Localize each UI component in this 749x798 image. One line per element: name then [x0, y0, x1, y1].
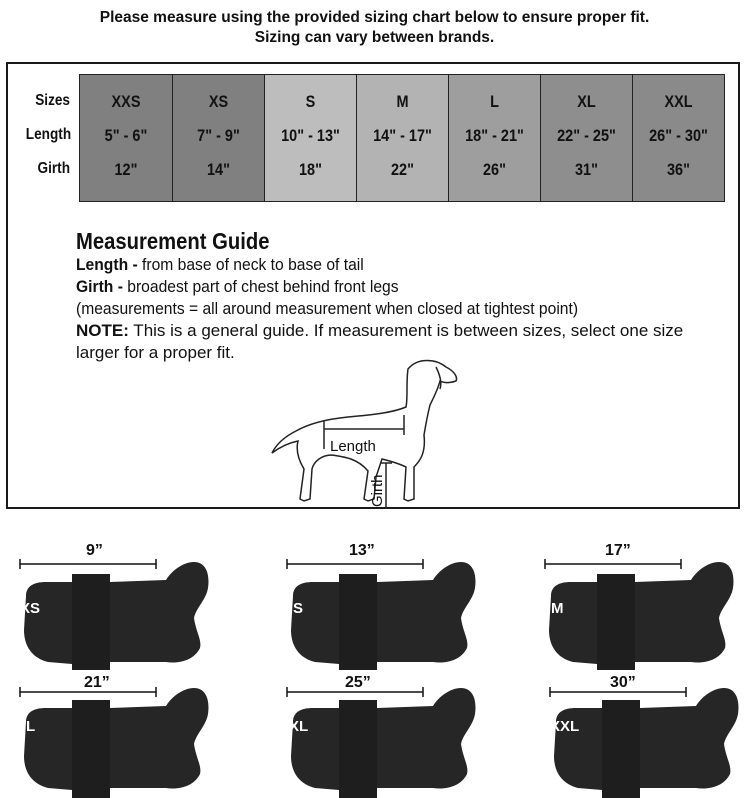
coat-silhouette-icon: [18, 540, 218, 670]
size-column-s: [264, 75, 356, 201]
size-cell: XL: [577, 92, 596, 111]
size-column-xxl: [632, 75, 724, 201]
coat-measure-label: 30”: [610, 674, 636, 691]
coat-body: [554, 688, 738, 798]
girth-term: Girth -: [76, 277, 123, 296]
note-text: This is a general guide. If measurement is between sizes, select one size larger for a proper fit.: [76, 321, 684, 362]
length-term: Length -: [76, 255, 138, 274]
coat-m: [543, 536, 743, 666]
coat-strap: [339, 574, 377, 670]
coat-silhouette-icon: [18, 668, 218, 798]
coat-size-label: S: [293, 600, 304, 617]
coat-l: [18, 668, 218, 798]
coat-measure-label: 17”: [605, 542, 631, 559]
length-cell: 10" - 13": [281, 126, 340, 145]
girth-cell: 18": [299, 160, 322, 179]
intro-line-1: Please measure using the provided sizing chart below to ensure proper fit.: [99, 9, 650, 26]
size-column-m: [356, 75, 448, 201]
coat-strap: [602, 700, 640, 798]
length-cell: 14" - 17": [373, 126, 432, 145]
size-cell: XXS: [111, 92, 141, 111]
coat-strap: [72, 574, 110, 670]
coat-strap: [72, 700, 110, 798]
dog-diagram: [258, 349, 478, 509]
measurement-guide: [76, 228, 696, 364]
girth-cell: 36": [667, 160, 690, 179]
girth-cell: 14": [207, 160, 230, 179]
coat-size-label: XS: [20, 600, 41, 617]
guide-measure-note: (measurements = all around measurement when closed at tightest point): [76, 299, 579, 318]
length-diagram-label: Length: [330, 438, 376, 455]
coat-strap: [597, 574, 635, 670]
size-column-xs: [172, 75, 264, 201]
coat-size-label: XXL: [550, 718, 580, 735]
girth-cell: 22": [391, 160, 414, 179]
coat-body: [24, 688, 208, 798]
coat-s: [285, 536, 485, 666]
girth-diagram-label: Girth: [369, 474, 386, 507]
length-cell: 18" - 21": [465, 126, 524, 145]
coat-xs: [18, 536, 218, 666]
size-cell: L: [490, 92, 499, 111]
guide-girth-line: [76, 276, 646, 298]
coat-silhouette-icon: [543, 540, 743, 670]
size-cell: XXL: [664, 92, 693, 111]
girth-definition: broadest part of chest behind front legs: [122, 277, 399, 296]
coat-body: [24, 562, 208, 670]
length-cell: 7" - 9": [197, 126, 240, 145]
row-label-sizes: Sizes: [35, 92, 70, 109]
coat-silhouette-icon: [285, 668, 485, 798]
size-cell: M: [396, 92, 409, 111]
coat-xl: [285, 668, 485, 798]
coat-size-label: L: [26, 718, 36, 735]
coat-measure-label: 25”: [345, 674, 371, 691]
coat-size-gallery: [0, 520, 749, 797]
size-table: [79, 74, 725, 202]
note-term: NOTE:: [76, 321, 129, 340]
coat-body: [549, 562, 733, 670]
guide-length-line: [76, 254, 646, 276]
size-cell: XS: [208, 92, 229, 111]
coat-measure-label: 13”: [349, 542, 375, 559]
coat-measure-label: 21”: [84, 674, 110, 691]
coat-silhouette-icon: [285, 540, 485, 670]
row-label-girth: Girth: [37, 160, 70, 177]
length-definition: from base of neck to base of tail: [137, 255, 364, 274]
girth-cell: 31": [575, 160, 598, 179]
length-cell: 22" - 25": [557, 126, 616, 145]
dog-outline-icon: [272, 361, 457, 502]
coat-body: [291, 562, 475, 670]
row-label-length: Length: [25, 126, 72, 143]
row-labels: [18, 84, 70, 186]
size-column-l: [448, 75, 540, 201]
intro-text: [0, 8, 749, 48]
coat-strap: [339, 700, 377, 798]
size-column-xxs: [80, 75, 172, 201]
coat-size-label: M: [551, 600, 564, 617]
length-cell: 5" - 6": [104, 126, 148, 145]
guide-title: Measurement Guide: [76, 228, 270, 254]
size-cell: S: [305, 92, 316, 111]
coat-xxl: [548, 668, 748, 798]
coat-body: [291, 688, 475, 798]
intro-line-2: Sizing can vary between brands.: [254, 29, 495, 46]
girth-cell: 26": [483, 160, 506, 179]
girth-cell: 12": [114, 160, 138, 179]
length-cell: 26" - 30": [649, 126, 708, 145]
size-column-xl: [540, 75, 632, 201]
size-chart-frame: [6, 62, 740, 509]
coat-measure-label: 9”: [86, 542, 103, 559]
coat-size-label: XL: [289, 718, 309, 735]
